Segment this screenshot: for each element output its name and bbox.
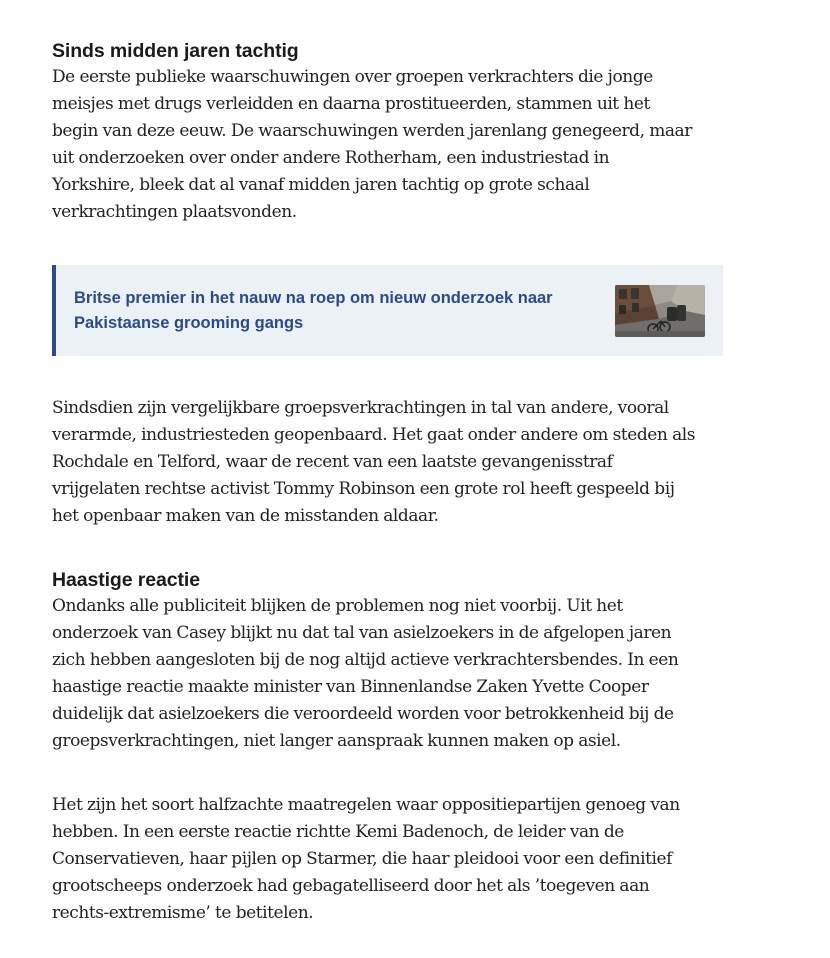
- spacer: [52, 356, 742, 395]
- paragraph-line: uit onderzoeken over onder andere Rotherham, een industriestad in: [52, 148, 610, 168]
- paragraph-intro: [52, 64, 742, 226]
- related-article-link[interactable]: [52, 265, 723, 356]
- paragraph-halfzachte-maatregelen: [52, 792, 742, 927]
- paragraph-line: zich hebben aangesloten bij de nog altijd actieve verkrachtersbendes. In een: [52, 650, 679, 670]
- paragraph-line: groepsverkrachtingen, niet langer aanspraak kunnen maken op asiel.: [52, 731, 621, 751]
- spacer: [52, 226, 742, 265]
- paragraph-line: Ondanks alle publiciteit blijken de problemen nog niet voorbij. Uit het: [52, 596, 623, 616]
- street-photo-thumbnail-icon: [615, 285, 705, 337]
- paragraph-line: duidelijk dat asielzoekers die veroordeeld worden voor betrokkenheid bij de: [52, 704, 674, 724]
- paragraph-line: meisjes met drugs verleidden en daarna prostitueerden, stammen uit het: [52, 94, 650, 114]
- paragraph-line: Conservatieven, haar pijlen op Starmer, die haar pleidooi voor een definitief: [52, 849, 672, 869]
- paragraph-line: verarmde, industriesteden geopenbaard. Het gaat onder andere om steden als: [52, 425, 696, 445]
- paragraph-line: het openbaar maken van de misstanden aldaar.: [52, 506, 439, 526]
- paragraph-line: hebben. In een eerste reactie richtte Kemi Badenoch, de leider van de: [52, 822, 624, 842]
- section-heading-sinds-midden-jaren-tachtig: Sinds midden jaren tachtig: [52, 40, 299, 62]
- paragraph-sindsdien: [52, 395, 742, 530]
- paragraph-line: rechts-extremisme’ te betitelen.: [52, 903, 314, 923]
- paragraph-line: vrijgelaten rechtse activist Tommy Robinson een grote rol heeft gespeeld bij: [52, 479, 675, 499]
- section-heading-haastige-reactie: Haastige reactie: [52, 569, 200, 591]
- paragraph-ondanks: [52, 593, 742, 755]
- paragraph-line: De eerste publieke waarschuwingen over groepen verkrachters die jonge: [52, 67, 653, 87]
- spacer: [52, 755, 742, 792]
- paragraph-line: onderzoek van Casey blijkt nu dat tal van asielzoekers in de afgelopen jaren: [52, 623, 672, 643]
- related-title-line: Britse premier in het nauw na roep om nieuw onderzoek naar: [74, 288, 553, 307]
- paragraph-line: Sindsdien zijn vergelijkbare groepsverkrachtingen in tal van andere, vooral: [52, 398, 669, 418]
- paragraph-line: Rochdale en Telford, waar de recent van een laatste gevangenisstraf: [52, 452, 613, 472]
- spacer: [52, 530, 742, 567]
- article-body: [52, 38, 742, 927]
- paragraph-line: Yorkshire, bleek dat al vanaf midden jaren tachtig op grote schaal: [52, 175, 590, 195]
- paragraph-line: haastige reactie maakte minister van Binnenlandse Zaken Yvette Cooper: [52, 677, 649, 697]
- paragraph-line: Het zijn het soort halfzachte maatregelen waar oppositiepartijen genoeg van: [52, 795, 680, 815]
- paragraph-line: grootscheeps onderzoek had gebagatelliseerd door het als ’toegeven aan: [52, 876, 650, 896]
- related-article-title: [74, 286, 615, 336]
- related-title-line: Pakistaanse grooming gangs: [74, 313, 304, 332]
- paragraph-line: begin van deze eeuw. De waarschuwingen werden jarenlang genegeerd, maar: [52, 121, 692, 141]
- paragraph-line: verkrachtingen plaatsvonden.: [52, 202, 297, 222]
